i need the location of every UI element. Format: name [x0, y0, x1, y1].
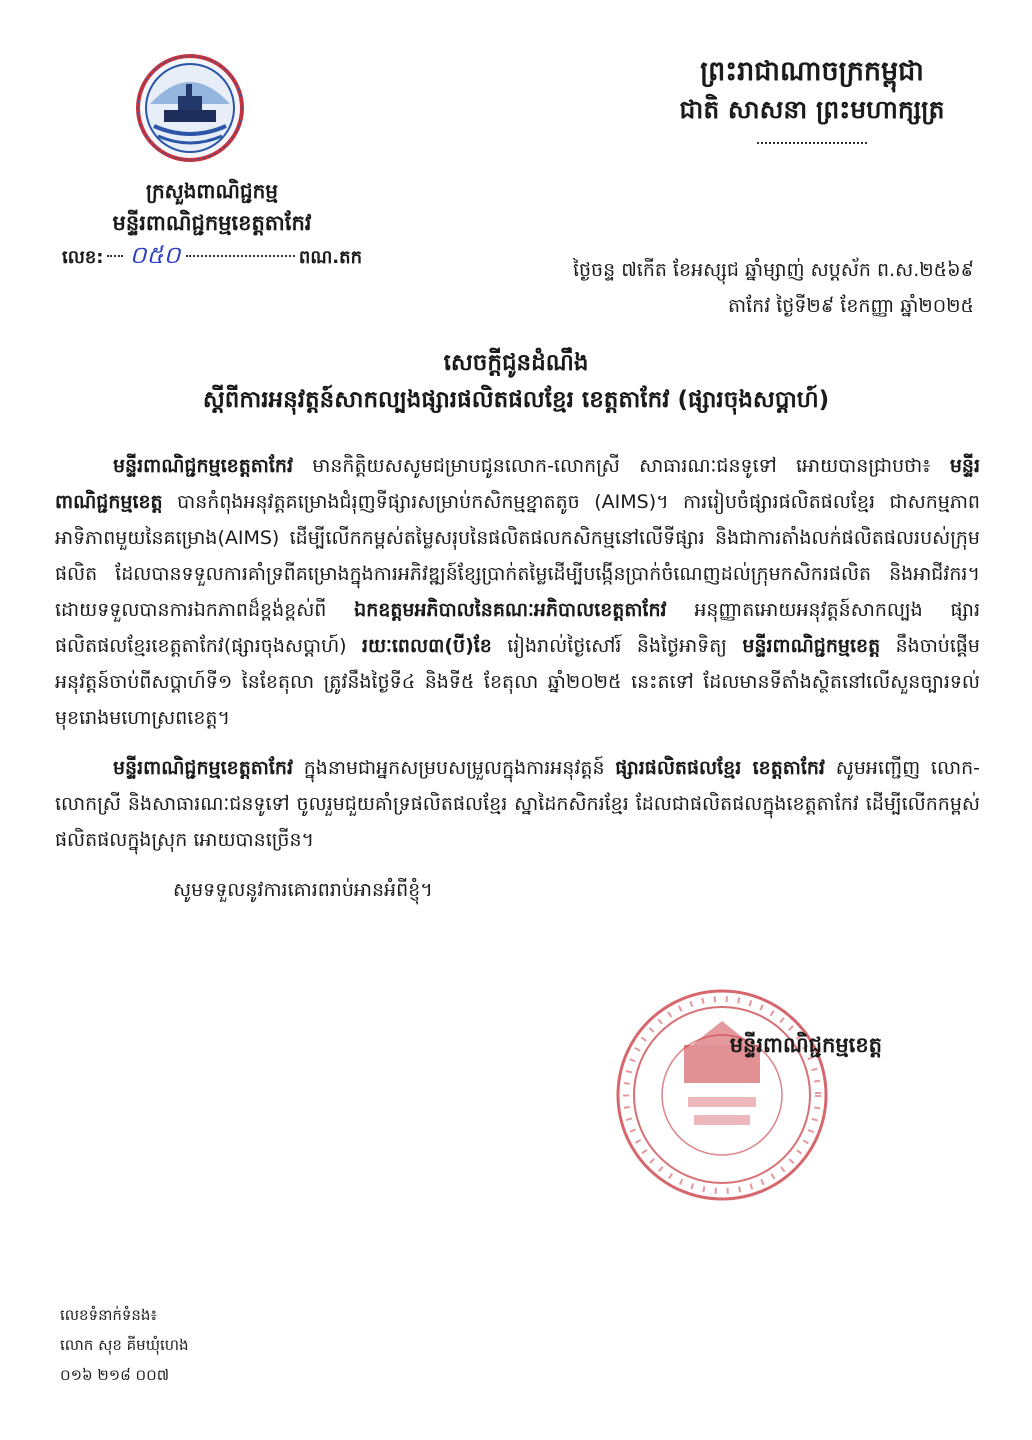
paragraph-2-run-3: សូមអញ្ជើញ លោក-លោកស្រី និងសាធារណៈជនទូទៅ ចូលរួមជួយគាំទ្រផលិតផលខ្មែរ ស្នាដៃកសិករខ្មែរ ដែលជាផលិតផលក្នុងខេត្តតាកែវ ដើម្បីលើកកម្ពស់ផលិតផលក្នុងស្រុក អោយបានច្រើន។	[55, 757, 980, 851]
paragraph-1-run-0: មន្ទីរពាណិជ្ជកម្មខេត្តតាកែវ	[113, 455, 293, 477]
paragraph-1-run-3: បានកំពុងអនុវត្តគម្រោងជំរុញទីផ្សារសម្រាប់កសិកម្មខ្នាតតូច (AIMS)។ ការរៀបចំផ្សារផលិតផលខ្មែរ ជាសកម្មភាពអាទិភាពមួយនៃគម្រោង(AIMS) ដើម្បីលើកកម្ពស់តម្លៃសរុបនៃផលិតផលកសិកម្មនៅលើទីផ្សារ និងជាការតាំងលក់ផលិតផលរបស់ក្រុមផលិត ដែលបានទទួលការគាំទ្រពីគម្រោងក្នុងការអភិវឌ្ឍន៍ខ្សែប្រាក់តម្លៃដើម្បីបង្កើនប្រាក់ចំណេញដល់ក្រុមកសិករផលិត និងអាជីវករ។ ដោយទទួលបានការឯកភាពដ៏ខ្ពង់ខ្ពស់ពី	[55, 491, 980, 621]
body-paragraph-1	[55, 448, 980, 736]
reference-line	[62, 239, 362, 274]
reference-dots-left	[107, 255, 123, 257]
notice-body	[55, 448, 980, 922]
contact-block	[60, 1300, 189, 1390]
notice-subject: ស្តីពីការអនុវត្តន៍សាកល្បងផ្សារផលិតផលខ្មែរ ខេត្តតាកែវ (ផ្សារចុងសប្តាហ៍)	[202, 387, 830, 413]
ministry-logo	[134, 52, 246, 164]
national-motto: ជាតិ សាសនា ព្រះមហាក្សត្រ	[679, 95, 945, 124]
paragraph-1-run-5: អនុញ្ញាតអោយអនុវត្តន៍សាកល្បង ផ្សារផលិតផលខ្មែរខេត្តតាកែវ(ផ្សារចុងសប្តាហ៍)	[55, 599, 980, 657]
body-paragraph-2	[55, 750, 980, 858]
official-seal	[612, 985, 832, 1205]
paragraph-1-run-9: នឹងចាប់ផ្តើមអនុវត្តន៍ចាប់ពីសប្តាហ៍ទី១ នៃខែតុលា ត្រូវនឹងថ្ងៃទី៤ និងទី៥ ខែតុលា ឆ្នាំ២០២៥ នេះតទៅ ដែលមានទីតាំងស្ថិតនៅលើសួនច្បារទល់មុខរោងមហោស្រពខេត្ត។	[55, 635, 980, 729]
reference-number: ០៥០	[129, 241, 181, 269]
contact-phone: ០១៦ ២១៨ ០០៧	[60, 1366, 169, 1384]
paragraph-1-run-1: មានកិត្តិយសសូមជម្រាបជូនលោក-លោកស្រី សាធារណៈជនទូទៅ អោយបានជ្រាបថា៖	[292, 455, 950, 477]
contact-label: លេខទំនាក់ទំនង៖	[60, 1306, 158, 1324]
paragraph-1-run-7: រៀងរាល់ថ្ងៃសៅរ៍ និងថ្ងៃអាទិត្យ	[491, 635, 743, 657]
paragraph-1-run-6: រយៈពេល៣(បី)ខែ	[361, 635, 492, 657]
paragraph-1-run-8: មន្ទីរពាណិជ្ជកម្មខេត្ត	[742, 635, 881, 657]
signer-title: មន្ទីរពាណិជ្ជកម្មខេត្ត	[729, 1033, 882, 1057]
lunar-date: ថ្ងៃចន្ទ ៧កើត ខែអស្សុជ ឆ្នាំម្សាញ់ សប្តស័ក ព.ស.២៥៦៩	[572, 259, 974, 281]
paragraph-2-run-2: ផ្សារផលិតផលខ្មែរ ខេត្តតាកែវ	[615, 757, 825, 779]
date-block	[454, 252, 974, 324]
ministry-name: ក្រសួងពាណិជ្ជកម្ម	[146, 179, 278, 203]
notice-heading: សេចក្តីជូនដំណឹង	[443, 350, 589, 376]
reference-dots-right	[186, 255, 294, 257]
kingdom-header	[652, 52, 972, 144]
notice-title	[40, 345, 992, 419]
reference-label: លេខ:	[62, 247, 104, 268]
ministry-block	[62, 175, 362, 274]
paragraph-1-run-2: មន្ទីរពាណិជ្ជកម្មខេត្ត	[55, 455, 980, 513]
department-name: មន្ទីរពាណិជ្ជកម្មខេត្តតាកែវ	[112, 211, 312, 235]
kingdom-name: ព្រះរាជាណាចក្រកម្ពុជា	[700, 56, 924, 87]
reference-suffix: ពណ.តក	[298, 247, 362, 268]
contact-name: លោក សុខ គីមឃុំហេង	[60, 1336, 189, 1354]
ornament-divider	[757, 142, 867, 144]
paragraph-2-run-1: ក្នុងនាមជាអ្នកសម្របសម្រួលក្នុងការអនុវត្តន៍	[292, 757, 616, 779]
paragraph-2-run-0: មន្ទីរពាណិជ្ជកម្មខេត្តតាកែវ	[113, 757, 293, 779]
closing-line: សូមទទួលនូវការគោរពរាប់អានអំពីខ្ញុំ។	[173, 879, 433, 901]
paragraph-1-run-4: ឯកឧត្តមអភិបាលនៃគណៈអភិបាលខេត្តតាកែវ	[354, 599, 667, 621]
solar-date: តាកែវ ថ្ងៃទី២៩ ខែកញ្ញា ឆ្នាំ២០២៥	[728, 295, 974, 317]
